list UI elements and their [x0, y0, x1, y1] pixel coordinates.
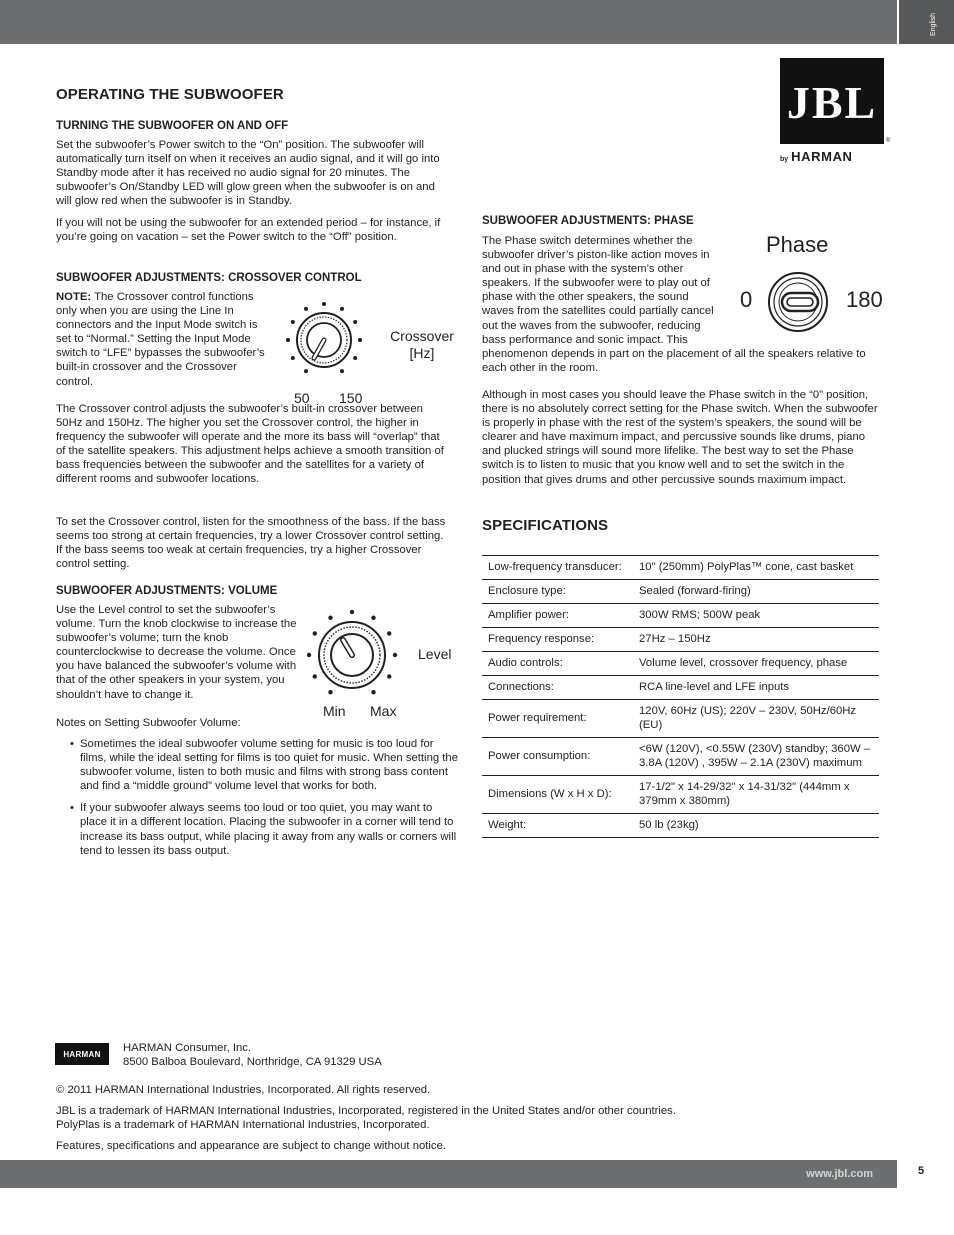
language-label: English [930, 13, 937, 36]
spec-row [482, 700, 879, 738]
volume-paragraph: Use the Level control to set the subwoofer’s volume. Turn the knob clockwise to increase the subwoofer’s volume; turn the knob counterclockwise to decrease the volume. Once you have balanced the subwoofer’s volume with that of the other speakers in your system, you shouldn’t have to change it. [56, 604, 297, 701]
spec-row [482, 814, 879, 838]
volume-notes-list [70, 737, 460, 858]
spec-label: Enclosure type: [482, 580, 633, 604]
dial-tick-dot [387, 674, 391, 678]
spec-row [482, 738, 879, 776]
footer-address: 8500 Balboa Boulevard, Northridge, CA 91329 USA [123, 1056, 382, 1068]
spec-value: 300W RMS; 500W peak [633, 604, 879, 628]
onoff-paragraph-2: If you will not be using the subwoofer for an extended period – for instance, if you’re going on vacation – set the Power switch to the “Off” position. [56, 217, 441, 244]
dial-tick-dot [328, 690, 332, 694]
spec-value: Volume level, crossover frequency, phase [633, 652, 879, 676]
dial-tick-dot [322, 302, 326, 306]
dial-tick-dot [286, 338, 290, 342]
crossover-label-line2: [Hz] [409, 345, 435, 361]
spec-value: RCA line-level and LFE inputs [633, 676, 879, 700]
crossover-dial-label [387, 328, 457, 362]
phase-paragraph-2: Although in most cases you should leave the Phase switch in the “0” position, there is no absolutely correct setting for the Phase switch. When the subwoofer is properly in phase with the rest of the system’s speakers, the sound will be clearer and have maximum impact, and percussive sounds like drums, piano and plucked strings will sound more lifelike. The best way to set the Phase switch is to listen to music that you know well and to set the switch in the position that gives drums and other percussive sounds maximum impact. [482, 389, 878, 486]
footer-trademark-jbl: JBL is a trademark of HARMAN International Industries, Incorporated, registered in the United States and/or other countries. [56, 1105, 676, 1117]
dial-tick-dot [358, 338, 362, 342]
spec-row [482, 628, 879, 652]
dial-tick-dot [340, 307, 344, 311]
crossover-paragraph-1: The Crossover control adjusts the subwoofer’s built-in crossover between 50Hz and 150Hz. The higher you set the Crossover control, the higher in frequency the subwoofer will operate and the more its bass will “overlap” that of the satellite speakers. This adjustment helps achieve a smooth transition of bass frequencies between the subwoofer and the satellites for a variety of different rooms and subwoofer locations. [56, 403, 444, 486]
spec-value: Sealed (forward-firing) [633, 580, 879, 604]
page-number: 5 [918, 1165, 925, 1177]
spec-label: Dimensions (W x H x D): [482, 776, 633, 814]
dial-tick-dot [371, 690, 375, 694]
level-min-label: Min [323, 703, 346, 719]
spec-label: Amplifier power: [482, 604, 633, 628]
onoff-paragraph-1: Set the subwoofer’s Power switch to the “On” position. The subwoofer will automatically turn itself on when it receives an audio signal, and it will go into Standby mode after it has received no audio signal for 20 minutes. The subwoofer’s On/Standby LED will glow green when the subwoofer is on and will glow red when the subwoofer is in Standby. [56, 139, 440, 208]
crossover-min-label: 50 [294, 390, 310, 406]
volume-notes-intro: Notes on Setting Subwoofer Volume: [56, 717, 241, 729]
note-text: The Crossover control functions only when you are using the Line In connectors and the Input Mode switch is set to “Normal.” Setting the Input Mode switch to “LFE” bypasses the subwoofer’s built-in crossover and the Crossover control. [56, 291, 265, 388]
dial-tick-dot [307, 653, 311, 657]
crossover-label-line1: Crossover [390, 328, 454, 344]
spec-value: 10" (250mm) PolyPlas™ cone, cast basket [633, 556, 879, 580]
by-harman [780, 149, 853, 164]
harman-text: HARMAN [791, 149, 853, 164]
spec-value: 27Hz – 150Hz [633, 628, 879, 652]
onoff-heading: TURNING THE SUBWOOFER ON AND OFF [56, 120, 289, 132]
spec-label: Power consumption: [482, 738, 633, 776]
dial-tick-dot [371, 616, 375, 620]
page-title: OPERATING THE SUBWOOFER [56, 86, 284, 103]
spec-label: Weight: [482, 814, 633, 838]
by-text: by [780, 156, 789, 163]
footer-trademark-polyplas: PolyPlas is a trademark of HARMAN International Industries, Incorporated. [56, 1119, 430, 1131]
volume-note-1: • Sometimes the ideal subwoofer volume setting for music is too loud for films, while the ideal setting for films is too quiet for music. When setting the subwoofer volume, listen to both music and films with strong bass content and find a “middle ground” volume level that works for both. [70, 737, 460, 793]
dial-tick-dot [313, 631, 317, 635]
volume-note-2: • If your subwoofer always seems too loud or too quiet, you may want to place it in a different location. Placing the subwoofer in a corner will tend to increase its bass output, while placing it away from any walls or corners will tend to lessen its bass output. [70, 801, 460, 857]
phase-diagram-title: Phase [766, 232, 829, 257]
registered-mark: ® [886, 138, 891, 144]
footer-copyright: © 2011 HARMAN International Industries, Incorporated. All rights reserved. [56, 1084, 431, 1096]
footer-bar [0, 1160, 897, 1188]
spec-row [482, 604, 879, 628]
dial-tick-dot [291, 356, 295, 360]
spec-label: Low-frequency transducer: [482, 556, 633, 580]
dial-tick-dot [313, 674, 317, 678]
dial-tick-dot [393, 653, 397, 657]
phase-right-label: 180 [846, 287, 883, 312]
jbl-logo [780, 58, 884, 144]
spec-row [482, 776, 879, 814]
level-dial-label: Level [418, 646, 452, 662]
crossover-note [56, 290, 266, 389]
dial-tick-dot [328, 616, 332, 620]
dial-tick-dot [304, 369, 308, 373]
footer-notice: Features, specifications and appearance are subject to change without notice. [56, 1140, 446, 1152]
dial-tick-dot [350, 610, 354, 614]
volume-heading: SUBWOOFER ADJUSTMENTS: VOLUME [56, 585, 278, 597]
crossover-paragraph-2: To set the Crossover control, listen for the smoothness of the bass. If the bass seems too strong at certain frequencies, try a lower Crossover control setting. If the bass seems too weak at certain frequencies, try a higher Crossover control setting. [56, 516, 446, 571]
phase-switch [760, 272, 840, 332]
spec-label: Power requirement: [482, 700, 633, 738]
spec-row [482, 676, 879, 700]
header-bar [0, 0, 897, 44]
jbl-logo-text: JBL [786, 77, 878, 128]
spec-value: <6W (120V), <0.55W (230V) standby; 360W – 3.8A (120V) , 395W – 2.1A (230V) maximum [633, 738, 879, 776]
spec-value: 17-1/2" x 14-29/32" x 14-31/32" (444mm x 379mm x 380mm) [633, 776, 879, 814]
spec-row [482, 556, 879, 580]
spec-label: Connections: [482, 676, 633, 700]
spec-value: 50 lb (23kg) [633, 814, 879, 838]
spec-value: 120V, 60Hz (US); 220V – 230V, 50Hz/60Hz (EU) [633, 700, 879, 738]
language-tab [899, 0, 954, 44]
phase-left-label: 0 [740, 287, 753, 312]
spec-row [482, 580, 879, 604]
crossover-heading: SUBWOOFER ADJUSTMENTS: CROSSOVER CONTROL [56, 272, 362, 284]
specs-table [482, 555, 879, 838]
dial-tick-dot [387, 631, 391, 635]
spec-label: Audio controls: [482, 652, 633, 676]
dial-tick-dot [353, 320, 357, 324]
spec-row [482, 652, 879, 676]
spec-label: Frequency response: [482, 628, 633, 652]
dial-tick-dot [291, 320, 295, 324]
dial-tick-dot [353, 356, 357, 360]
level-max-label: Max [370, 703, 397, 719]
dial-tick-dot [340, 369, 344, 373]
phase-text-1: The Phase switch determines whether the subwoofer driver’s piston-like action moves in and out in phase with the system’s other speakers. If the subwoofer were to play out of phase with the other speakers, the sound waves from the satellites could partially cancel out the waves from the subwoofer, reducing bass performance and sonic impact. This phenomenon depends in part on the placement of all the speakers relative to each other in the room. [482, 235, 866, 374]
phase-heading: SUBWOOFER ADJUSTMENTS: PHASE [482, 215, 694, 227]
harman-badge: HARMAN [55, 1043, 109, 1065]
website-link[interactable]: www.jbl.com [806, 1168, 873, 1180]
specs-title: SPECIFICATIONS [482, 517, 609, 534]
dial-tick-dot [304, 307, 308, 311]
note-label: NOTE: [56, 291, 92, 303]
crossover-dial [282, 298, 382, 386]
crossover-max-label: 150 [339, 390, 363, 406]
footer-company: HARMAN Consumer, Inc. [123, 1042, 252, 1054]
level-dial [307, 603, 407, 703]
